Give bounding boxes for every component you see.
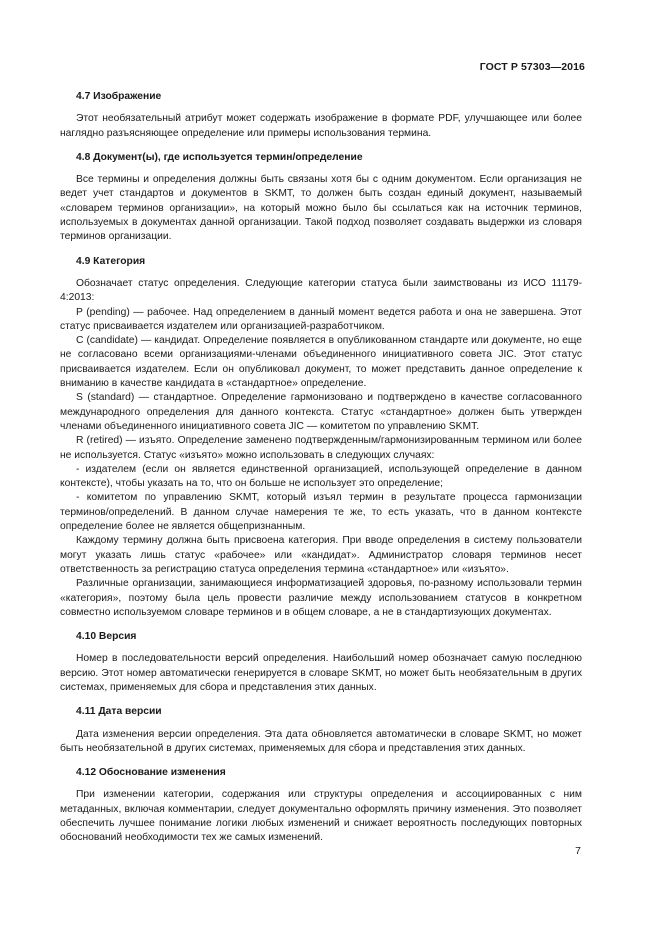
section-4-7 (60, 90, 582, 141)
paragraph: Все термины и определения должны быть связаны хотя бы с одним документом. Если организация не ведет учет стандартов и документов в SKMT, то должен быть создан единый документ, называемый «словарем терминов организации», на который можно было бы ссылаться как на источник терминов, используемых в документах данной организации. Такой подход позволяет создавать выдержки из словаря терминов организации. (60, 174, 582, 243)
section-heading: 4.9 Категория (76, 255, 146, 267)
paragraph: Каждому термину должна быть присвоена категория. При вводе определения в систему пользователи могут указать лишь статус «рабочее» или «кандидат». Администратор словаря терминов несет ответственность за регистрацию статуса определения термина «стандартное» или «изъято». (60, 535, 582, 575)
document-body (60, 90, 582, 846)
section-heading: 4.12 Обоснование изменения (76, 767, 226, 779)
section-heading: 4.7 Изображение (76, 91, 162, 102)
section-4-10 (60, 630, 582, 695)
paragraph: При изменении категории, содержания или структуры определения и ассоциированных с ним метаданных, включая комментарии, следует документально оформлять причину изменения. Это позволяет обеспечить лучшее понимание логики любых изменений и снижает вероятность последующих повторных обоснований необходимости тех же самых изменений. (60, 789, 582, 844)
section-heading: 4.11 Дата версии (76, 706, 162, 718)
document-code: ГОСТ Р 57303—2016 (479, 61, 585, 73)
paragraph: Этот необязательный атрибут может содержать изображение в формате PDF, улучшающее или более наглядно разъясняющее определение или примеры использования термина. (60, 113, 582, 139)
paragraph: Обозначает статус определения. Следующие категории статуса были заимствованы из ИСО 11179-4:2013: (60, 277, 582, 304)
page-number: 7 (575, 845, 581, 857)
section-4-11 (60, 705, 582, 756)
paragraph: S (standard) — стандартное. Определение гармонизовано и подтверждено в качестве согласованного международного определения для данного контекста. Статус «стандартное» должен быть утвержден членами объединенного инициативного совета JIC — комитетом по управлению SKMT. (60, 392, 582, 432)
paragraph: R (retired) — изъято. Определение заменено подтвержденным/гармонизированным термином или более не используется. Статус «изъято» можно использовать в следующих случаях: (60, 435, 582, 461)
section-4-8 (60, 151, 582, 245)
paragraph: Различные организации, занимающиеся информатизацией здоровья, по-разному использовали термин «категория», поэтому была цель провести различие между использованием статусов в конкретном совместно используемом словаре терминов и в общем словаре, а не в стандартизующих документах. (60, 578, 582, 618)
section-4-9 (60, 255, 582, 620)
paragraph: Дата изменения версии определения. Эта дата обновляется автоматически в словаре SKMT, но может быть необязательной в других системах, применяемых для сбора и представления этих данных. (60, 728, 582, 754)
list-item: - издателем (если он является единственной организацией, использующей определение в данном контексте), чтобы указать на то, что он больше не использует это определение; (60, 463, 582, 490)
paragraph: P (pending) — рабочее. Над определением в данный момент ведется работа и она не завершена. Этот статус присваивается издателем или организацией-разработчиком. (60, 306, 582, 332)
list-item: - комитетом по управлению SKMT, который изъял термин в результате процесса гармонизации терминов/определений. В данном случае намерения те же, то есть указать, что в данном контексте определение более не является общепризнанным. (60, 492, 582, 533)
paragraph: C (candidate) — кандидат. Определение появляется в опубликованном стандарте или документе, но еще не согласовано всеми организациями-членами объединенного инициативного совета JIC. Этот статус присваивается издателем. Если он опубликовал документ, то может представить данное определение к вниманию в качестве кандидата в «стандартное» определение. (60, 335, 582, 390)
section-heading: 4.8 Документ(ы), где используется термин/определение (76, 151, 363, 163)
section-heading: 4.10 Версия (76, 631, 137, 643)
paragraph: Номер в последовательности версий определения. Наибольший номер обозначает самую последнюю версию. Этот номер автоматически генерируется в словаре SKMT, но может быть необязательным в других системах, применяемых для сбора и представления этих данных. (60, 653, 582, 693)
section-4-12 (60, 766, 582, 845)
